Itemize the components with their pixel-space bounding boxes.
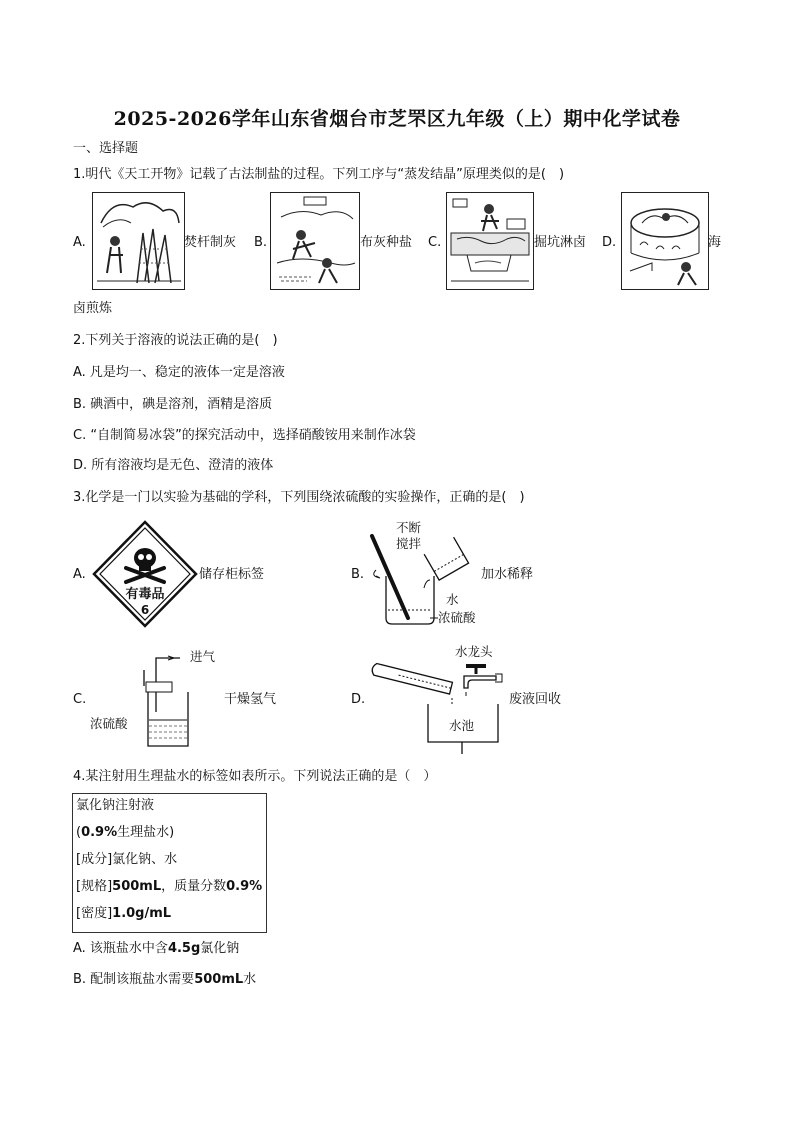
question-4-stem: 4.某注射用生理盐水的标签如表所示。下列说法正确的是（ ）: [73, 769, 437, 784]
q1-option-b-letter: B.: [254, 235, 268, 250]
water-tap-icon: [464, 664, 502, 696]
q1-option-a-text: 焚杆制灰: [184, 235, 237, 250]
q3-option-d-image: [368, 640, 508, 758]
q3-option-d-letter: D.: [351, 692, 366, 707]
woodcut-boiling-brine-icon: [622, 193, 708, 289]
stir-label-line1: 不断: [396, 520, 422, 535]
section-heading: 一、选择题: [73, 141, 139, 156]
q1-option-d-wrap: 卤煎炼: [73, 301, 113, 316]
hazard-sign-number: 6: [140, 603, 150, 617]
q4-option-b: B. 配制该瓶盐水需要500mL水: [73, 972, 257, 987]
q3-option-d-text: 废液回收: [509, 692, 562, 707]
q3-option-c-letter: C.: [73, 692, 87, 707]
q1-option-c-letter: C.: [428, 235, 442, 250]
test-tube-icon: [371, 663, 452, 694]
label-row: 氯化钠注射液: [76, 798, 155, 813]
q2-option-c: C. “自制简易冰袋”的探究活动中，选择硝酸铵用来制作冰袋: [73, 428, 416, 443]
woodcut-burning-stalks-icon: [93, 193, 184, 289]
acid-label: 浓硫酸: [90, 716, 128, 731]
label-row: [密度]1.0g/mL: [76, 906, 172, 921]
q1-option-c-text: 掘坑淋卤: [534, 235, 587, 250]
q3-option-c-text: 干燥氢气: [224, 692, 277, 707]
gas-inlet-label: 进气: [190, 649, 216, 664]
q2-option-d: D. 所有溶液均是无色、澄清的液体: [73, 458, 274, 473]
q3-option-c-image: [88, 646, 216, 754]
q3-option-a-image: [92, 520, 198, 628]
page-title: 2025-2026学年山东省烟台市芝罘区九年级（上）期中化学试卷: [113, 108, 681, 130]
saline-label-table: [72, 793, 267, 933]
tap-label: 水龙头: [455, 644, 493, 659]
q3-option-a-letter: A.: [73, 567, 86, 582]
q2-option-a: A. 凡是均一、稳定的液体一定是溶液: [73, 365, 285, 380]
q1-option-d-letter: D.: [602, 235, 617, 250]
woodcut-spreading-ash-icon: [271, 193, 359, 289]
sink-label: 水池: [449, 718, 475, 733]
woodcut-brine-pit-icon: [447, 193, 533, 289]
label-row: [规格]500mL，质量分数0.9%: [76, 879, 263, 894]
q3-option-b-letter: B.: [351, 567, 365, 582]
question-2-stem: 2.下列关于溶液的说法正确的是( ): [73, 333, 278, 348]
q1-option-d-text: 海: [708, 235, 722, 250]
q2-option-b: B. 碘酒中，碘是溶剂，酒精是溶质: [73, 397, 273, 412]
q1-option-a-letter: A.: [73, 235, 86, 250]
q1-option-b-text: 布灰种盐: [360, 235, 413, 250]
acid-label: 浓硫酸: [438, 610, 476, 625]
q4-option-a: A. 该瓶盐水中含4.5g氯化钠: [73, 941, 240, 956]
hazard-sign-text: 有毒品: [125, 587, 165, 602]
question-1-stem: 1.明代《天工开物》记载了古法制盐的过程。下列工序与“蒸发结晶”原理类似的是( ): [73, 167, 565, 182]
q3-option-a-text: 储存柜标签: [199, 567, 265, 582]
q1-option-d-image: [621, 192, 709, 290]
question-3-stem: 3.化学是一门以实验为基础的学科，下列围绕浓硫酸的实验操作，正确的是( ): [73, 490, 525, 505]
q1-option-a-image: [92, 192, 185, 290]
q3-option-b-text: 加水稀释: [481, 567, 534, 582]
stir-label-line2: 搅拌: [396, 536, 422, 551]
pouring-beaker-icon: [424, 537, 468, 580]
q1-option-c-image: [446, 192, 534, 290]
label-row: [成分]氯化钠、水: [76, 852, 178, 867]
label-row: (0.9%生理盐水): [76, 825, 175, 840]
water-label: 水: [446, 592, 459, 607]
q1-option-b-image: [270, 192, 360, 290]
